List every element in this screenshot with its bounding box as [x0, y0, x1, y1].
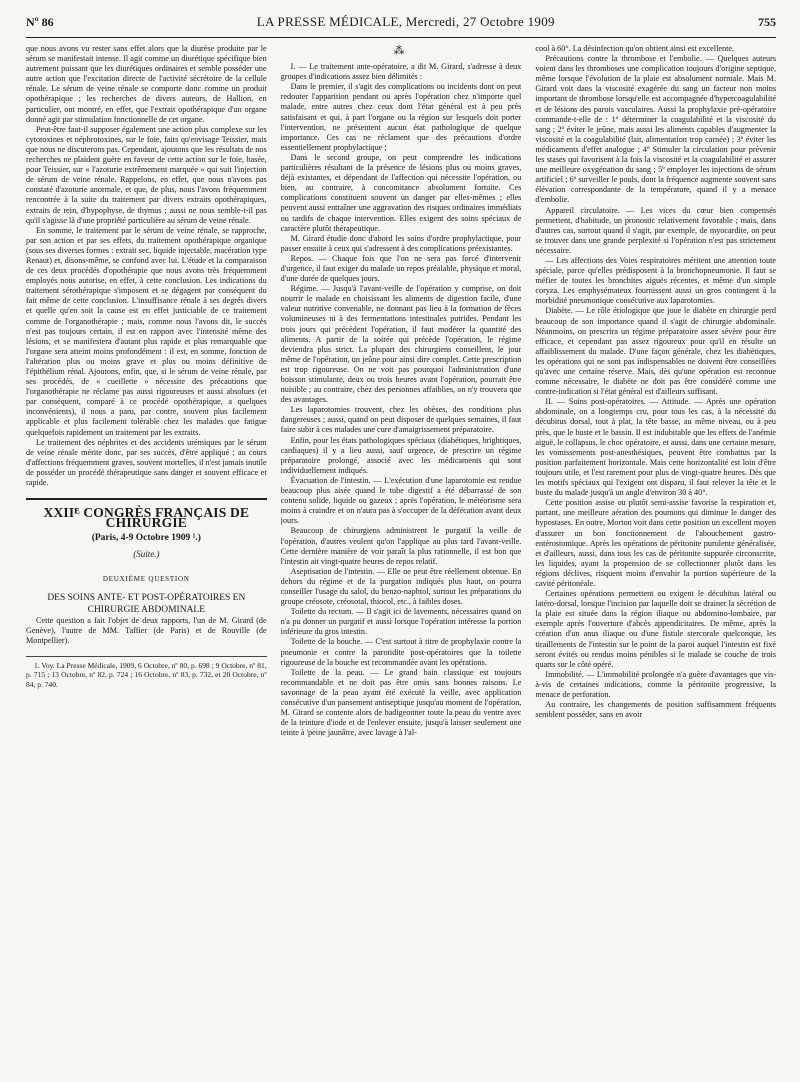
paragraph: que nous avons vu rester sans effet alors que la diurèse produite par le sérum se manifestait intense. Il agit comme un diurétique spécifique bien autrement puissant que les diurétiques ordinaires et semble posséder une autre action que l'excitation directe de l'activité sécrétoire de la cellule rénale. Le sérum de veine rénale se comporte donc comme un produit opothérapique ; les recherches de divers auteurs, de Hallion, en particulier, ont montré, en effet, que l'extrait opothérapique d'un organe donné agit par stimulation fonctionnelle de cet organe.	[26, 44, 267, 124]
question-title: DES SOINS ANTE- ET POST-OPÉRATOIRES EN CHIRURGIE ABDOMINALE	[47, 592, 246, 615]
paragraph: II. — Soins post-opératoires. — Attitude. — Après une opération abdominale, on a longtemps cru, pour tous les cas, à la nécessité du décubitus dorsal, tout à plat, la tête basse, au même niveau, ou à peu près, que le buste et le bassin. Il est indubitable que les effets de l'anémie aiguë, le collapsus, le choc opératoire, et aussi, dans une certaine mesure, les vomissements post-anesthésiques, peuvent être combattus par la position parfaitement horizontale. Mais cette horizontalité est loin d'être toujours utile, et l'est rarement pour plus de vingt-quatre heures. Dès que les motifs spéciaux qui l'exigent ont disparu, il faut relever la tête et le buste du malade jusqu'à un angle d'environ 30 à 40°.	[535, 397, 776, 498]
paragraph: Diabète. — Le rôle étiologique que joue le diabète en chirurgie perd beaucoup de son importance quand il s'agit de chirurgie abdominale. Néanmoins, on prescrira un régime préparatoire assez sévère pour être efficace, et cependant pas assez rigoureux pour qu'il en résulte un affaiblissement du malade. D'une façon générale, chez les diabétiques, les opérations qui ne sont pas indispensables ne doivent être conseillées qu'avec une certaine réserve. Mais, dès qu'une opération est reconnue comme nécessaire, le diabète ne doit pas être considéré comme une contre-indication si l'état général est d'ailleurs suffisant.	[535, 306, 776, 397]
paragraph: Dans le premier, il s'agit des complications ou incidents dont on peut redouter l'apparition pendant ou après l'opération chez n'importe quel malade, entre autres chez ceux dont l'état général est à peu près satisfaisant et qui, à part l'organe ou la région sur lesquels doit porter l'intervention, ne présentent aucun état pathologique de quelque importance. Ces cas ne réclament que des précautions d'ordre essentiellement prophylactique ;	[280, 82, 522, 152]
column-2	[281, 44, 522, 1082]
paragraph: Certaines opérations permettent ou exigent le décubitus latéral ou latéro-dorsal, lorsque l'incision par laquelle doit se drainer la sécrétion de la plaie est située dans la région iliaque ou abdomino-lombaire, par exemple après l'ouverture d'abcès appendicitaires. De même, après la création d'un anus iliaque ou d'une fistule stercorale quelconque, les tiraillements de l'intestin sur le point de la paroi auquel l'intestin est fixé seront évités ou rendus moins pénibles si le malade se couche de trois quarts sur le côté opéré.	[535, 589, 776, 669]
paragraph: Immobilité. — L'immobilité prolongée n'a guère d'avantages que vis-à-vis de certaines indications, comme la péritonite progressive, la menace de perforation.	[535, 669, 776, 699]
issue-number: Nº 86	[26, 15, 54, 29]
paragraph: I. — Le traitement ante-opératoire, a dit M. Girard, s'adresse à deux groupes d'indications assez bien délimités :	[280, 62, 522, 82]
paragraph: Le traitement des néphrites et des accidents urémiques par le sérum de veine rénale mérite donc, par ses succès, d'être appliqué ; au cours d'affections fréquemment graves, souvent mortelles, il n'est jamais inutile de posséder un procédé thérapeutique sans danger et souvent efficace et rapide.	[26, 437, 267, 488]
columns	[26, 44, 776, 1082]
paragraph: Beaucoup de chirurgiens administrent le purgatif la veille de l'opération, d'autres veulent qu'on l'applique au plus tard l'avant-veille. Cette dernière manière de voir paraît la plus rationnelle, il est bon que l'intestin ait vingt-quatre heures de repos relatif.	[280, 526, 522, 566]
paragraph: Cette position assise ou plutôt semi-assise favorise la respiration et, partant, une meilleure aération des poumons qui diminue le danger des hypostases. En outre, Morton voit dans cette position un excellent moyen d'assurer un bon fonctionnement de l'abouchement gastro-entérostomique. Après les opérations de péritonite purulente généralisée, et d'ailleurs, aussi, dans tous les cas de péritonite suppurée circonscrite, les liquides, ayant la propension de se collectionner plutôt dans les régions déclives, risquent moins d'envahir la portion supérieure de la cavité péritonéale.	[535, 498, 776, 588]
paragraph: Régime. — Jusqu'à l'avant-veille de l'opération y comprise, on doit nourrir le malade en choisissant les aliments de digestion facile, d'une valeur nutritive convenable, ne donnant pas lieu à la formation de fèces volumineuses ni à des fermentations intestinales putrides. Pendant les trois jours qui précèdent l'opération, il faut modérer la quantité des aliments. A partir de la soirée qui précède l'opération, le régime deviendra plus strict. La plupart des chirurgiens conseillent, le jour même de l'opération, un jeûne pour ainsi dire complet. Cette prescription est trop rigoureuse. On ne voit pas pourquoi l'administration d'une boisson stimulante, deux ou trois heures avant l'opération, pourrait être nuisible ; au contraire, chez des personnes affaiblies, on n'y trouvera que des avantages.	[280, 284, 522, 405]
paragraph: Peut-être faut-il supposer également une action plus complexe sur les cytotoxines et néphrotoxines, sur le foie, faits qu'envisage Teissier, mais que nous ne discuterons pas. Cependant, ajoutons que les résultats de nos recherches ne plaident guère en faveur de cette action sur le foie, basée, pour Teissier, sur « l'azoturie extrêmement marquée » qui suit l'injection de sérum de veine rénale. Rappelons, en effet, que nous n'avons pas constaté d'azoturie anormale, et que, de plus, nous l'avons fréquemment rencontrée à la suite du traitement par divers extraits opothérapiques, extraits de rein, d'hypophyse, de thymus ; aussi ne nous semble-t-il pas qu'il s'agisse là d'une propriété particulière au sérum de veine rénale.	[26, 124, 267, 225]
paragraph: Toilette de la bouche. — C'est surtout à titre de prophylaxie contre la pneumonie et contre la parotidite post-opératoires que la toilette rigoureuse de la bouche est recommandée avant les opérations.	[280, 637, 522, 667]
congress-dates: (Paris, 4-9 Octobre 1909 ¹.)	[91, 533, 201, 544]
paragraph: Repos. — Chaque fois que l'on ne sera pas forcé d'intervenir d'urgence, il faut exiger du malade un repos préalable, physique et moral, d'une durée de quelques jours.	[280, 253, 522, 284]
question-label: DEUXIÈME QUESTION	[102, 574, 190, 583]
paragraph: Aseptisation de l'intestin. — Elle ne peut être réellement obtenue. En dehors du régime et de la purgation indiqués plus haut, on pourra conseiller l'usage du salol, du benzo-naphtol, surtout les préparations du groupe créosote, créosotal, thiocol, etc., à faibles doses.	[280, 566, 522, 607]
masthead	[26, 14, 776, 38]
footnote	[26, 656, 267, 690]
paragraph: En somme, le traitement par le sérum de veine rénale, se rapproche, par son action et par ses effets, du traitement opothérapique organique (sous ses diverses formes : extrait sec, liquide injectable, macération type Renaut) et, disons-même, se confond avec lui. L'étude et la comparaison de ces deux procédés d'opothérapie que nous avons très fréquemment employés nous autorise, en effet, à cette conclusion. Les indications du traitement sérothérapique s'imposent et se dégagent par conséquent du fait même de cette conclusion. L'insuffisance rénale à ses degrés divers et quelle qu'en soit la cause est en effet justiciable de ce traitement comme de l'organothérapie ; mais, comme nous l'avons dit, le succès n'est pas toujours certain, il est en rapport avec l'intensité même des lésions, et se manifestera d'autant plus rapide et plus remarquable que l'organe sera atteint moins profondément : il est, en somme, fonction de l'altération plus ou moins grave et plus ou moins définitive de l'épithélium rénal. Ajoutons, enfin, que, si le sérum de veine rénale, par ses procédés, de « cueillette » nécessite des précautions que l'organothérapie ne réclame pas aussi rigoureuses et aussi absolues (et par conséquent, comparé à ce procédé opothérapique, a quelques inconvénients), il nous a paru, par contre, souvent plus facilement applicable et plus facilement tolérable chez les malades que fatigue quelquefois rapidement un traitement par les extraits.	[26, 225, 267, 437]
paragraph: Enfin, pour les états pathologiques spéciaux (diabétiques, brightiques, cardiaques) il y a lieu aussi, sauf urgence, de prescrire un régime préparatoire prolongé, associé avec les médicaments qui sont individuellement indiqués.	[280, 435, 522, 475]
paragraph: Au contraire, les changements de position suffisamment fréquents semblent posséder, sans en avoir	[535, 700, 776, 720]
paragraph: — Les affections des Voies respiratoires méritent une attention toute spéciale, parce qu'elles prédisposent à la bronchopneumonie. Il faut se méfier de toutes les bronchites aiguës récentes, et même d'un simple coryza. Les emphysémateux fournissent aussi un gros contingent à la morbidité pneumonique consécutive aux laparotomies.	[535, 255, 776, 306]
column-1	[26, 44, 267, 1082]
paragraph: cool à 60°. La désinfection qu'on obtient ainsi est excellente.	[535, 44, 735, 53]
footnote-text: 1. Voy. La Presse Médicale, 1909, 6 Octobre, nº 80, p. 698 ; 9 Octobre, nº 81, p. 715 ; 13 Octobre, nº 82, p. 724 ; 16 Octobre, nº 83, p. 732, et 20 Octobre, nº 84, p. 740.	[26, 660, 267, 689]
paragraph: Évacuation de l'intestin. — L'exécution d'une laparotomie est rendue beaucoup plus aisée quand le tube digestif a été débarrassé de son contenu solide, liquide ou gazeux ; après l'opération, le météorisme sera moins à craindre et on n'aura pas à s'occuper de la défécation avant deux jours.	[280, 475, 522, 526]
congress-section	[26, 498, 267, 615]
paragraph: M. Girard étudie donc d'abord les soins d'ordre prophylactique, pour passer ensuite à ceux qui s'adressent à des complications préexistantes.	[280, 233, 522, 253]
paragraph: Toilette du rectum. — Il s'agit ici de lavements, nécessaires quand on n'a pu donner un purgatif et aussi lorsque l'opération intéresse la portion inférieure du gros intestin.	[280, 607, 522, 637]
paragraph: Précautions contre la thrombose et l'embolie. — Quelques auteurs voient dans les thromboses une complication toujours d'origine septique, même lorsque l'évolution de la plaie est absolument normale. Mais M. Girard voit dans la viscosité exagérée du sang un facteur non moins important de thrombose lorsqu'elle est accompagnée d'hypercoagulabilité et de lésions des parois vasculaires. Aussi la prophylaxie pré-opératoire commande-t-elle de : 1º déterminer la coagulabilité et la viscosité du sang ; 2º éviter le jeûne, mais aussi les aliments capables d'augmenter la viscosité et la coagulabilité (lait, alimentation trop carnée) ; 3º éviter les médicaments d'effet analogue ; 4º Stimuler la circulation pour prévenir les stases qui favorisent à la fois la viscosité et la coagulabilité et assurer une meilleure oxygénation du sang ; 5º employer les injections de sérum artificiel ; 6º surveiller le pouls, dont la fréquence augmente souvent sans élévation correspondante de la température, quand il y a menace d'embolie.	[535, 54, 776, 205]
congress-title: XXIIᴱ CONGRÈS FRANÇAIS DE CHIRURGIE	[43, 505, 250, 531]
paragraph: Les laparotomies trouvent, chez les obèses, des conditions plus dangereuses ; aussi, quand on peut disposer de quelques semaines, il faut faire subir à ces malades une cure d'amaigrissement préparatoire.	[280, 405, 522, 435]
paragraph: Toilette de la peau. — Le grand bain classique est toujours recommandable et ne doit pas être omis sans bonnes raisons. Le savonnage de la peau ayant été exécuté la veille, avec application consécutive d'un pansement antiseptique jusqu'au moment de l'opération, M. Girard se contente alors de badigeonner toute la peau du ventre avec de la teinture d'iode et de l'enlever ensuite, jusqu'à laisser seulement une teinte à 'peine jaunâtre, avec lavage à l'al-	[280, 667, 522, 738]
asterism-separator: ⁂	[393, 45, 409, 57]
intro-paragraph: Cette question a fait l'objet de deux rapports, l'un de M. Girard (de Genève), l'autre de MM. Taffier (de Paris) et de Rouville (de Montpellier).	[26, 615, 267, 645]
suite-label: (Suite.)	[133, 549, 160, 560]
paragraph: Dans le second groupe, on peut comprendre les indications particulières résultant de la présence de lésions plus ou moins graves, déjà existantes, et dépendant de l'affection qui nécessite l'opération, ou bien, au contraire, à concomitance absolument fortuite. Ces complications constituent souvent un danger par elles-mêmes ; elles peuvent aussi entraîner une aggravation des risques ordinaires immédiats ou tardifs de chaque intervention. Elles exigent des soins spéciaux de caractère plutôt thérapeutique.	[280, 152, 522, 233]
paragraph: Appareil circulatoire. — Les vices du cœur bien compensés permettent, d'habitude, un pronostic relativement favorable ; mais, dans d'autres cas, surtout quand il s'agit, par exemple, de myocardite, on peut se trouver dans une grande perplexité si l'opération n'est pas strictement nécessaire.	[535, 205, 776, 255]
column-3	[535, 44, 776, 1082]
masthead-title: LA PRESSE MÉDICALE, Mercredi, 27 Octobre 1909	[256, 14, 555, 29]
page-number: 755	[757, 15, 776, 29]
